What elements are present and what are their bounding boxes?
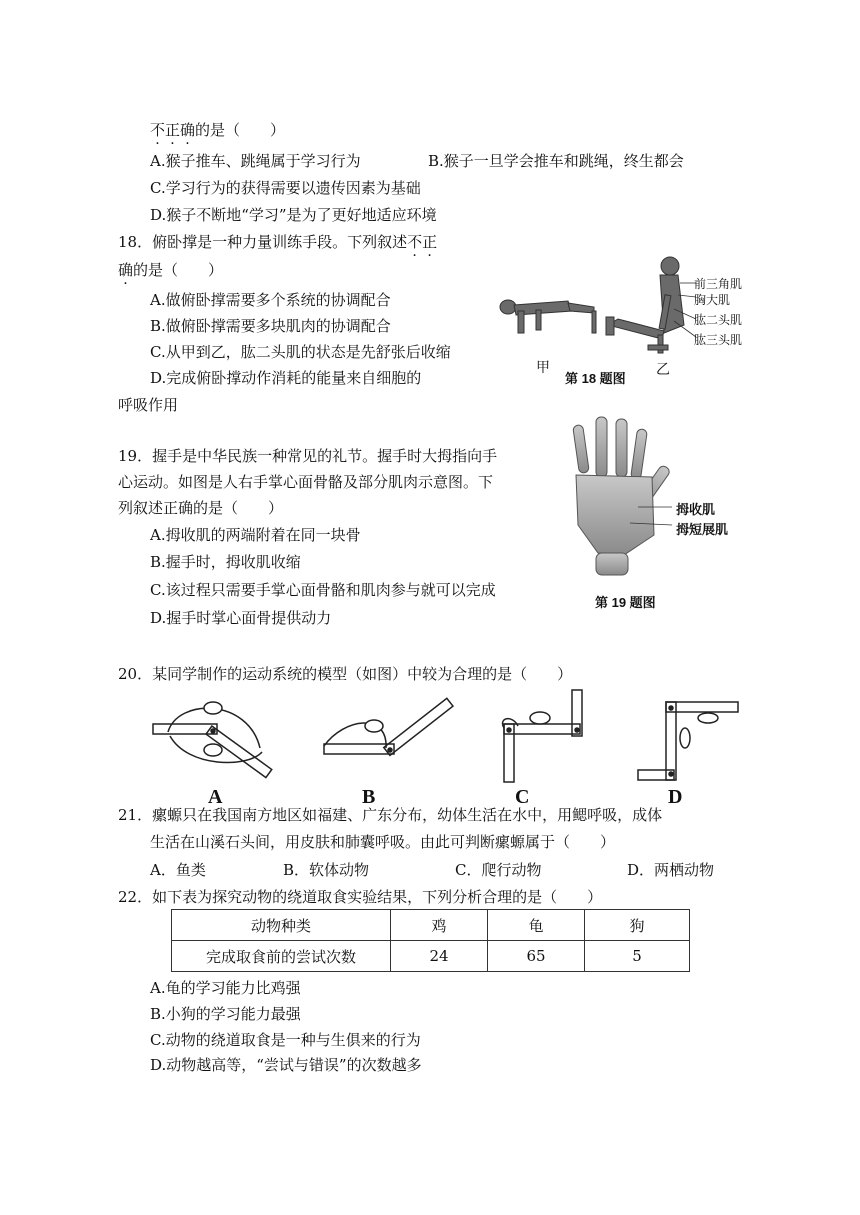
q18-option-a: A.做俯卧撑需要多个系统的协调配合 — [150, 291, 391, 309]
emphasis-char: 确 — [118, 261, 134, 279]
model-label-b: B — [362, 786, 376, 808]
q18-stem-rest: 的是（ ） — [133, 261, 224, 279]
q21-stem-line1: 21．瘰螈只在我国南方地区如福建、广东分布，幼体生活在水中，用鳃呼吸，成体 — [118, 806, 663, 824]
emphasis-char: 正 — [422, 233, 438, 251]
q17-option-b: B.猴子一旦学会推车和跳绳，终生都会 — [428, 152, 684, 170]
q21-option-b: B．软体动物 — [283, 861, 370, 879]
q18-stem-text: 18．俯卧撑是一种力量训练手段。下列叙述 — [118, 233, 408, 251]
muscle-label-abductor-pollicis-brevis: 拇短展肌 — [676, 523, 729, 538]
label-jia: 甲 — [536, 360, 550, 376]
table-header-cell: 动物种类 — [172, 910, 391, 941]
muscle-label-biceps: 肱二头肌 — [694, 313, 743, 327]
emphasis-char: 不 — [407, 233, 423, 251]
emphasis-char: 不 — [150, 121, 166, 139]
q17-option-c: C.学习行为的获得需要以遗传因素为基础 — [150, 179, 421, 197]
table-cell: 24 — [391, 941, 488, 972]
model-label-c: C — [515, 786, 530, 808]
label-yi: 乙 — [656, 362, 670, 378]
q19-option-d: D.握手时掌心面骨提供动力 — [150, 609, 332, 627]
q21-option-a: A．鱼类 — [150, 861, 206, 879]
q18-option-b: B.做俯卧撑需要多块肌肉的协调配合 — [150, 317, 391, 335]
q18-figure-caption: 第 18 题图 — [565, 371, 626, 386]
muscle-label-deltoid: 前三角肌 — [694, 277, 743, 291]
q20-stem: 20．某同学制作的运动系统的模型（如图）中较为合理的是（ ） — [118, 665, 573, 683]
q22-option-d: D.动物越高等，“尝试与错误”的次数越多 — [150, 1056, 422, 1074]
hand-illustration — [568, 415, 748, 585]
joint-models-illustration — [148, 688, 758, 788]
model-label-a: A — [208, 786, 223, 808]
model-label-d: D — [668, 786, 683, 808]
q18-option-d-line1: D.完成俯卧撑动作消耗的能量来自细胞的 — [150, 369, 422, 387]
table-header-cell: 龟 — [488, 910, 585, 941]
q21-stem-line2: 生活在山溪石头间，用皮肤和肺囊呼吸。由此可判断瘰螈属于（ ） — [150, 833, 616, 851]
muscle-label-adductor-pollicis: 拇收肌 — [676, 503, 716, 518]
q19-stem-line3: 列叙述正确的是（ ） — [118, 499, 284, 517]
q21-option-d: D．两栖动物 — [627, 861, 715, 879]
q19-stem-line2: 心运动。如图是人右手掌心面骨骼及部分肌肉示意图。下 — [118, 473, 494, 491]
table-header-cell: 狗 — [585, 910, 690, 941]
table-header-row — [172, 910, 690, 941]
table-header-cell: 鸡 — [391, 910, 488, 941]
q19-option-c: C.该过程只需要手掌心面骨骼和肌肉参与就可以完成 — [150, 581, 496, 599]
q19-option-a: A.拇收肌的两端附着在同一块骨 — [150, 526, 361, 544]
q18-stem-line1 — [118, 232, 437, 252]
muscle-label-triceps: 肱三头肌 — [694, 333, 743, 347]
q18-option-d-line2: 呼吸作用 — [118, 396, 179, 414]
table-cell: 5 — [585, 941, 690, 972]
muscle-label-pectoralis: 胸大肌 — [694, 293, 731, 307]
q22-stem: 22．如下表为探究动物的绕道取食实验结果，下列分析合理的是（ ） — [118, 888, 603, 906]
q18-option-c: C.从甲到乙，肱二头肌的状态是先舒张后收缩 — [150, 343, 451, 361]
q17-option-a: A.猴子推车、跳绳属于学习行为 — [150, 152, 361, 170]
emphasis-char: 确 — [180, 121, 196, 139]
table-cell: 65 — [488, 941, 585, 972]
q17-stem-suffix: 的是（ ） — [195, 121, 286, 139]
table-row — [172, 941, 690, 972]
q22-option-c: C.动物的绕道取食是一种与生俱来的行为 — [150, 1031, 421, 1049]
q19-option-b: B.握手时，拇收肌收缩 — [150, 553, 301, 571]
q19-stem-line1: 19．握手是中华民族一种常见的礼节。握手时大拇指向手 — [118, 447, 498, 465]
joint-models-figure — [148, 688, 758, 788]
q22-option-b: B.小狗的学习能力最强 — [150, 1005, 301, 1023]
q17-stem — [150, 120, 285, 140]
q22-option-a: A.龟的学习能力比鸡强 — [150, 979, 301, 997]
q21-option-c: C．爬行动物 — [455, 861, 542, 879]
q18-stem-line2 — [118, 260, 223, 280]
q22-results-table — [171, 909, 690, 972]
emphasis-char: 正 — [165, 121, 181, 139]
q19-figure-caption: 第 19 题图 — [595, 595, 656, 610]
pushup-figure — [488, 255, 748, 385]
hand-figure — [568, 415, 748, 585]
q17-option-d: D.猴子不断地“学习”是为了更好地适应环境 — [150, 206, 437, 224]
table-cell: 完成取食前的尝试次数 — [172, 941, 391, 972]
